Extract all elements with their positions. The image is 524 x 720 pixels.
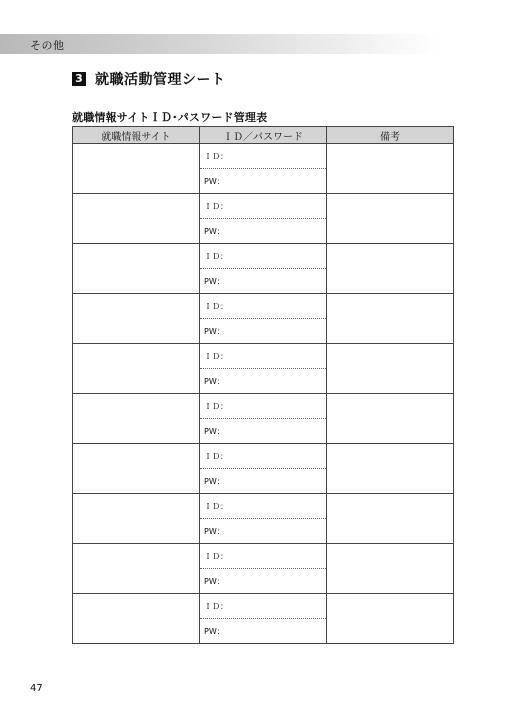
password-cell[interactable]: PW：	[200, 319, 327, 344]
site-cell[interactable]	[73, 494, 200, 544]
id-cell[interactable]: ＩＤ：	[200, 444, 327, 469]
notes-cell[interactable]	[327, 394, 454, 444]
notes-cell[interactable]	[327, 444, 454, 494]
table-row	[73, 544, 454, 569]
credentials-table	[72, 126, 454, 644]
section-title-text: 就職活動管理シート	[95, 72, 226, 88]
table-row	[73, 244, 454, 269]
notes-cell[interactable]	[327, 494, 454, 544]
site-cell[interactable]	[73, 544, 200, 594]
site-cell[interactable]	[73, 594, 200, 644]
password-cell[interactable]: PW：	[200, 419, 327, 444]
section-number-badge: 3	[72, 72, 86, 86]
site-cell[interactable]	[73, 344, 200, 394]
notes-cell[interactable]	[327, 544, 454, 594]
id-cell[interactable]: ＩＤ：	[200, 294, 327, 319]
id-cell[interactable]: ＩＤ：	[200, 194, 327, 219]
password-cell[interactable]: PW：	[200, 619, 327, 644]
id-cell[interactable]: ＩＤ：	[200, 244, 327, 269]
password-cell[interactable]: PW：	[200, 219, 327, 244]
table-body	[73, 144, 454, 644]
column-header-notes: 備考	[327, 127, 454, 144]
site-cell[interactable]	[73, 244, 200, 294]
id-cell[interactable]: ＩＤ：	[200, 394, 327, 419]
table-row	[73, 594, 454, 619]
section-title	[72, 70, 226, 88]
site-cell[interactable]	[73, 144, 200, 194]
password-cell[interactable]: PW：	[200, 369, 327, 394]
table-caption: 就職情報サイトＩＤ･パスワード管理表	[72, 111, 268, 124]
id-cell[interactable]: ＩＤ：	[200, 494, 327, 519]
table-row	[73, 344, 454, 369]
page-number: 47	[30, 683, 43, 694]
table-row	[73, 194, 454, 219]
site-cell[interactable]	[73, 394, 200, 444]
id-cell[interactable]: ＩＤ：	[200, 544, 327, 569]
password-cell[interactable]: PW：	[200, 469, 327, 494]
password-cell[interactable]: PW：	[200, 569, 327, 594]
id-cell[interactable]: ＩＤ：	[200, 344, 327, 369]
header-label: その他	[30, 39, 65, 52]
notes-cell[interactable]	[327, 294, 454, 344]
notes-cell[interactable]	[327, 344, 454, 394]
column-header-site: 就職情報サイト	[73, 127, 200, 144]
site-cell[interactable]	[73, 444, 200, 494]
header-band	[0, 34, 440, 54]
id-cell[interactable]: ＩＤ：	[200, 594, 327, 619]
site-cell[interactable]	[73, 194, 200, 244]
password-cell[interactable]: PW：	[200, 269, 327, 294]
notes-cell[interactable]	[327, 594, 454, 644]
column-header-id-password: ＩＤ／パスワード	[200, 127, 327, 144]
table-row	[73, 144, 454, 169]
password-cell[interactable]: PW：	[200, 519, 327, 544]
table-header-row	[73, 127, 454, 144]
table-row	[73, 444, 454, 469]
notes-cell[interactable]	[327, 244, 454, 294]
table-row	[73, 494, 454, 519]
id-cell[interactable]: ＩＤ：	[200, 144, 327, 169]
table-row	[73, 294, 454, 319]
site-cell[interactable]	[73, 294, 200, 344]
password-cell[interactable]: PW：	[200, 169, 327, 194]
notes-cell[interactable]	[327, 194, 454, 244]
table-row	[73, 394, 454, 419]
notes-cell[interactable]	[327, 144, 454, 194]
